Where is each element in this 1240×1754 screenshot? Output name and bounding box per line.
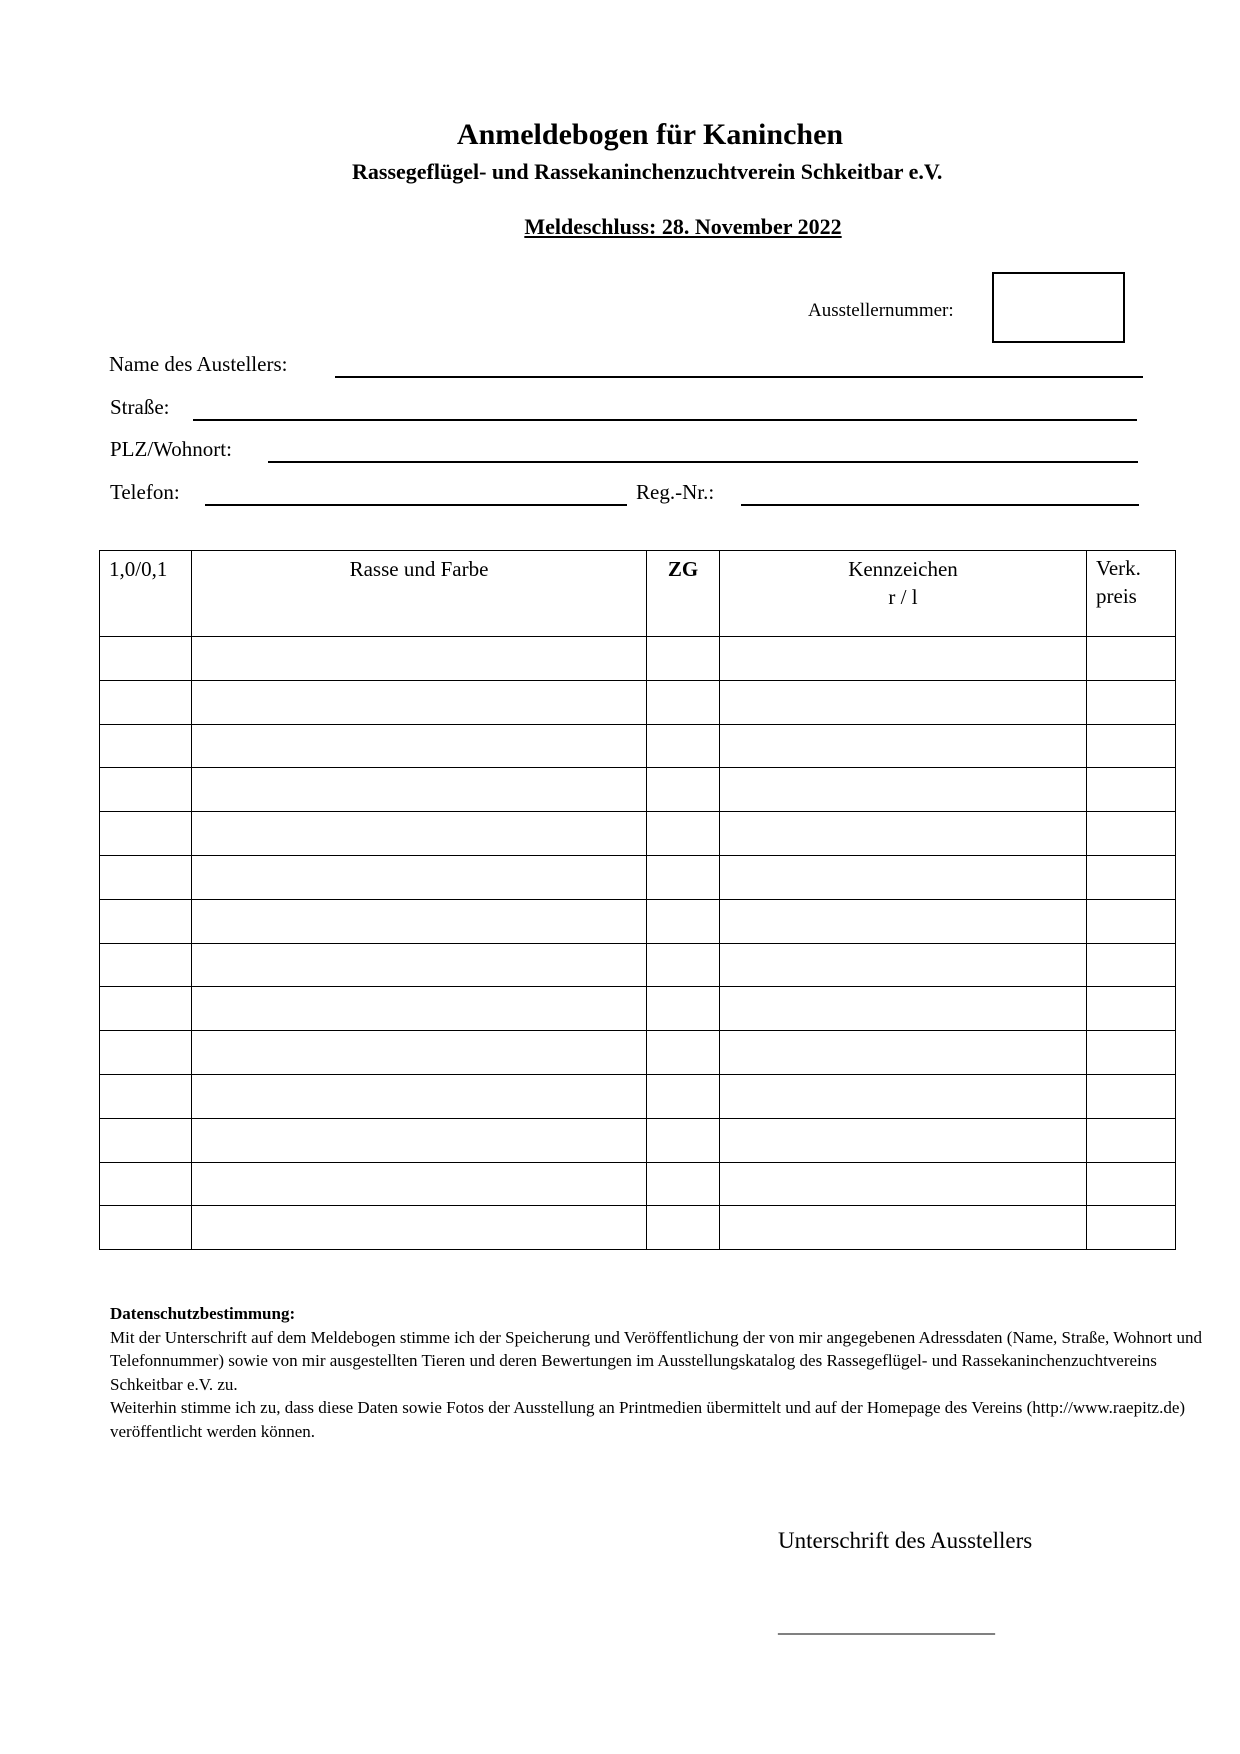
column-header-sale-price: Verk. preis <box>1087 551 1176 637</box>
privacy-paragraph: Mit der Unterschrift auf dem Meldebogen stimme ich der Speicherung und Veröffentlichung der von mir angegebenen Adressdaten (Name, Straße, Wohnort und Telefonnummer) sowie von mir ausgestellten Tieren und deren Bewertungen im Ausstellungskatalog des Rassegeflügel- und Rassekaninchenzuchtvereins Schkeitbar e.V. zu. <box>110 1327 1203 1394</box>
cell-zg[interactable] <box>647 768 720 812</box>
name-label: Name des Austellers: <box>109 352 288 376</box>
cell-zg[interactable] <box>647 637 720 681</box>
cell-sale-price[interactable] <box>1087 899 1176 943</box>
cell-zg[interactable] <box>647 812 720 856</box>
cell-sale-price[interactable] <box>1087 1118 1176 1162</box>
cell-sale-price[interactable] <box>1087 812 1176 856</box>
cell-sale-price[interactable] <box>1087 680 1176 724</box>
cell-tattoo[interactable] <box>720 1162 1087 1206</box>
cell-sale-price[interactable] <box>1087 1074 1176 1118</box>
cell-zg[interactable] <box>647 987 720 1031</box>
street-field[interactable] <box>193 419 1137 421</box>
table-row <box>100 680 1176 724</box>
cell-sale-price[interactable] <box>1087 943 1176 987</box>
phone-field[interactable] <box>205 504 627 506</box>
cell-tattoo[interactable] <box>720 724 1087 768</box>
cell-zg[interactable] <box>647 943 720 987</box>
cell-sale-price[interactable] <box>1087 768 1176 812</box>
table-row <box>100 1074 1176 1118</box>
registration-deadline: Meldeschluss: 28. November 2022 <box>524 214 842 239</box>
cell-tattoo[interactable] <box>720 1074 1087 1118</box>
club-name: Rassegeflügel- und Rassekaninchenzuchtverein Schkeitbar e.V. <box>352 159 943 184</box>
cell-breed-color[interactable] <box>192 1118 647 1162</box>
cell-tattoo[interactable] <box>720 899 1087 943</box>
animal-entries-table <box>99 550 1176 1250</box>
cell-sex[interactable] <box>100 812 192 856</box>
signature-label: Unterschrift des Ausstellers <box>778 1528 1033 1553</box>
cell-sex[interactable] <box>100 855 192 899</box>
cell-sex[interactable] <box>100 768 192 812</box>
name-field[interactable] <box>335 376 1143 378</box>
privacy-title: Datenschutzbestimmung: <box>110 1304 296 1323</box>
cell-breed-color[interactable] <box>192 1031 647 1075</box>
cell-zg[interactable] <box>647 680 720 724</box>
page-title: Anmeldebogen für Kaninchen <box>456 118 844 151</box>
cell-breed-color[interactable] <box>192 768 647 812</box>
cell-sale-price[interactable] <box>1087 724 1176 768</box>
cell-tattoo[interactable] <box>720 768 1087 812</box>
cell-zg[interactable] <box>647 1118 720 1162</box>
city-field[interactable] <box>268 461 1138 463</box>
table-row <box>100 1031 1176 1075</box>
table-row <box>100 768 1176 812</box>
table-header-row <box>100 551 1176 637</box>
table-row <box>100 943 1176 987</box>
cell-breed-color[interactable] <box>192 680 647 724</box>
cell-sale-price[interactable] <box>1087 1206 1176 1250</box>
cell-sex[interactable] <box>100 1031 192 1075</box>
cell-breed-color[interactable] <box>192 855 647 899</box>
cell-sale-price[interactable] <box>1087 987 1176 1031</box>
table-row <box>100 1162 1176 1206</box>
cell-zg[interactable] <box>647 899 720 943</box>
table-row <box>100 1206 1176 1250</box>
cell-breed-color[interactable] <box>192 1162 647 1206</box>
cell-breed-color[interactable] <box>192 943 647 987</box>
cell-breed-color[interactable] <box>192 1074 647 1118</box>
cell-zg[interactable] <box>647 724 720 768</box>
column-header-sex: 1,0/0,1 <box>100 551 192 637</box>
privacy-paragraph: Weiterhin stimme ich zu, dass diese Daten sowie Fotos der Ausstellung an Printmedien übermittelt und auf der Homepage des Vereins (http://www.raepitz.de) veröffentlicht werden können. <box>110 1398 1186 1441</box>
cell-sale-price[interactable] <box>1087 1162 1176 1206</box>
column-header-breed-color: Rasse und Farbe <box>192 551 647 637</box>
cell-sex[interactable] <box>100 987 192 1031</box>
table-row <box>100 899 1176 943</box>
cell-tattoo[interactable] <box>720 987 1087 1031</box>
cell-tattoo[interactable] <box>720 943 1087 987</box>
cell-breed-color[interactable] <box>192 724 647 768</box>
cell-tattoo[interactable] <box>720 637 1087 681</box>
column-header-tattoo: Kennzeichen r / l <box>720 551 1087 637</box>
exhibitor-number-box[interactable] <box>992 272 1125 343</box>
table-row <box>100 987 1176 1031</box>
cell-sex[interactable] <box>100 1118 192 1162</box>
cell-tattoo[interactable] <box>720 1118 1087 1162</box>
table-row <box>100 812 1176 856</box>
cell-sex[interactable] <box>100 724 192 768</box>
table-row <box>100 855 1176 899</box>
reg-number-label: Reg.-Nr.: <box>636 480 715 504</box>
privacy-statement <box>110 1302 1210 1443</box>
cell-sale-price[interactable] <box>1087 1031 1176 1075</box>
cell-tattoo[interactable] <box>720 855 1087 899</box>
cell-breed-color[interactable] <box>192 899 647 943</box>
cell-sex[interactable] <box>100 1074 192 1118</box>
cell-zg[interactable] <box>647 1031 720 1075</box>
cell-tattoo[interactable] <box>720 1031 1087 1075</box>
cell-zg[interactable] <box>647 1074 720 1118</box>
street-label: Straße: <box>110 395 170 419</box>
city-label: PLZ/Wohnort: <box>110 437 232 461</box>
cell-sex[interactable] <box>100 899 192 943</box>
signature-line[interactable]: ________________________ <box>778 1615 994 1637</box>
phone-label: Telefon: <box>110 480 180 504</box>
cell-breed-color[interactable] <box>192 1206 647 1250</box>
cell-tattoo[interactable] <box>720 1206 1087 1250</box>
cell-tattoo[interactable] <box>720 680 1087 724</box>
cell-breed-color[interactable] <box>192 637 647 681</box>
cell-sex[interactable] <box>100 943 192 987</box>
cell-zg[interactable] <box>647 1206 720 1250</box>
column-header-zg: ZG <box>647 551 720 637</box>
cell-sex[interactable] <box>100 680 192 724</box>
table-row <box>100 637 1176 681</box>
cell-breed-color[interactable] <box>192 812 647 856</box>
cell-sex[interactable] <box>100 1162 192 1206</box>
table-row <box>100 724 1176 768</box>
cell-zg[interactable] <box>647 855 720 899</box>
cell-sale-price[interactable] <box>1087 637 1176 681</box>
cell-sex[interactable] <box>100 1206 192 1250</box>
reg-number-field[interactable] <box>741 504 1139 506</box>
table-row <box>100 1118 1176 1162</box>
cell-sex[interactable] <box>100 637 192 681</box>
exhibitor-number-label: Ausstellernummer: <box>808 300 954 321</box>
cell-sale-price[interactable] <box>1087 855 1176 899</box>
cell-tattoo[interactable] <box>720 812 1087 856</box>
cell-zg[interactable] <box>647 1162 720 1206</box>
cell-breed-color[interactable] <box>192 987 647 1031</box>
